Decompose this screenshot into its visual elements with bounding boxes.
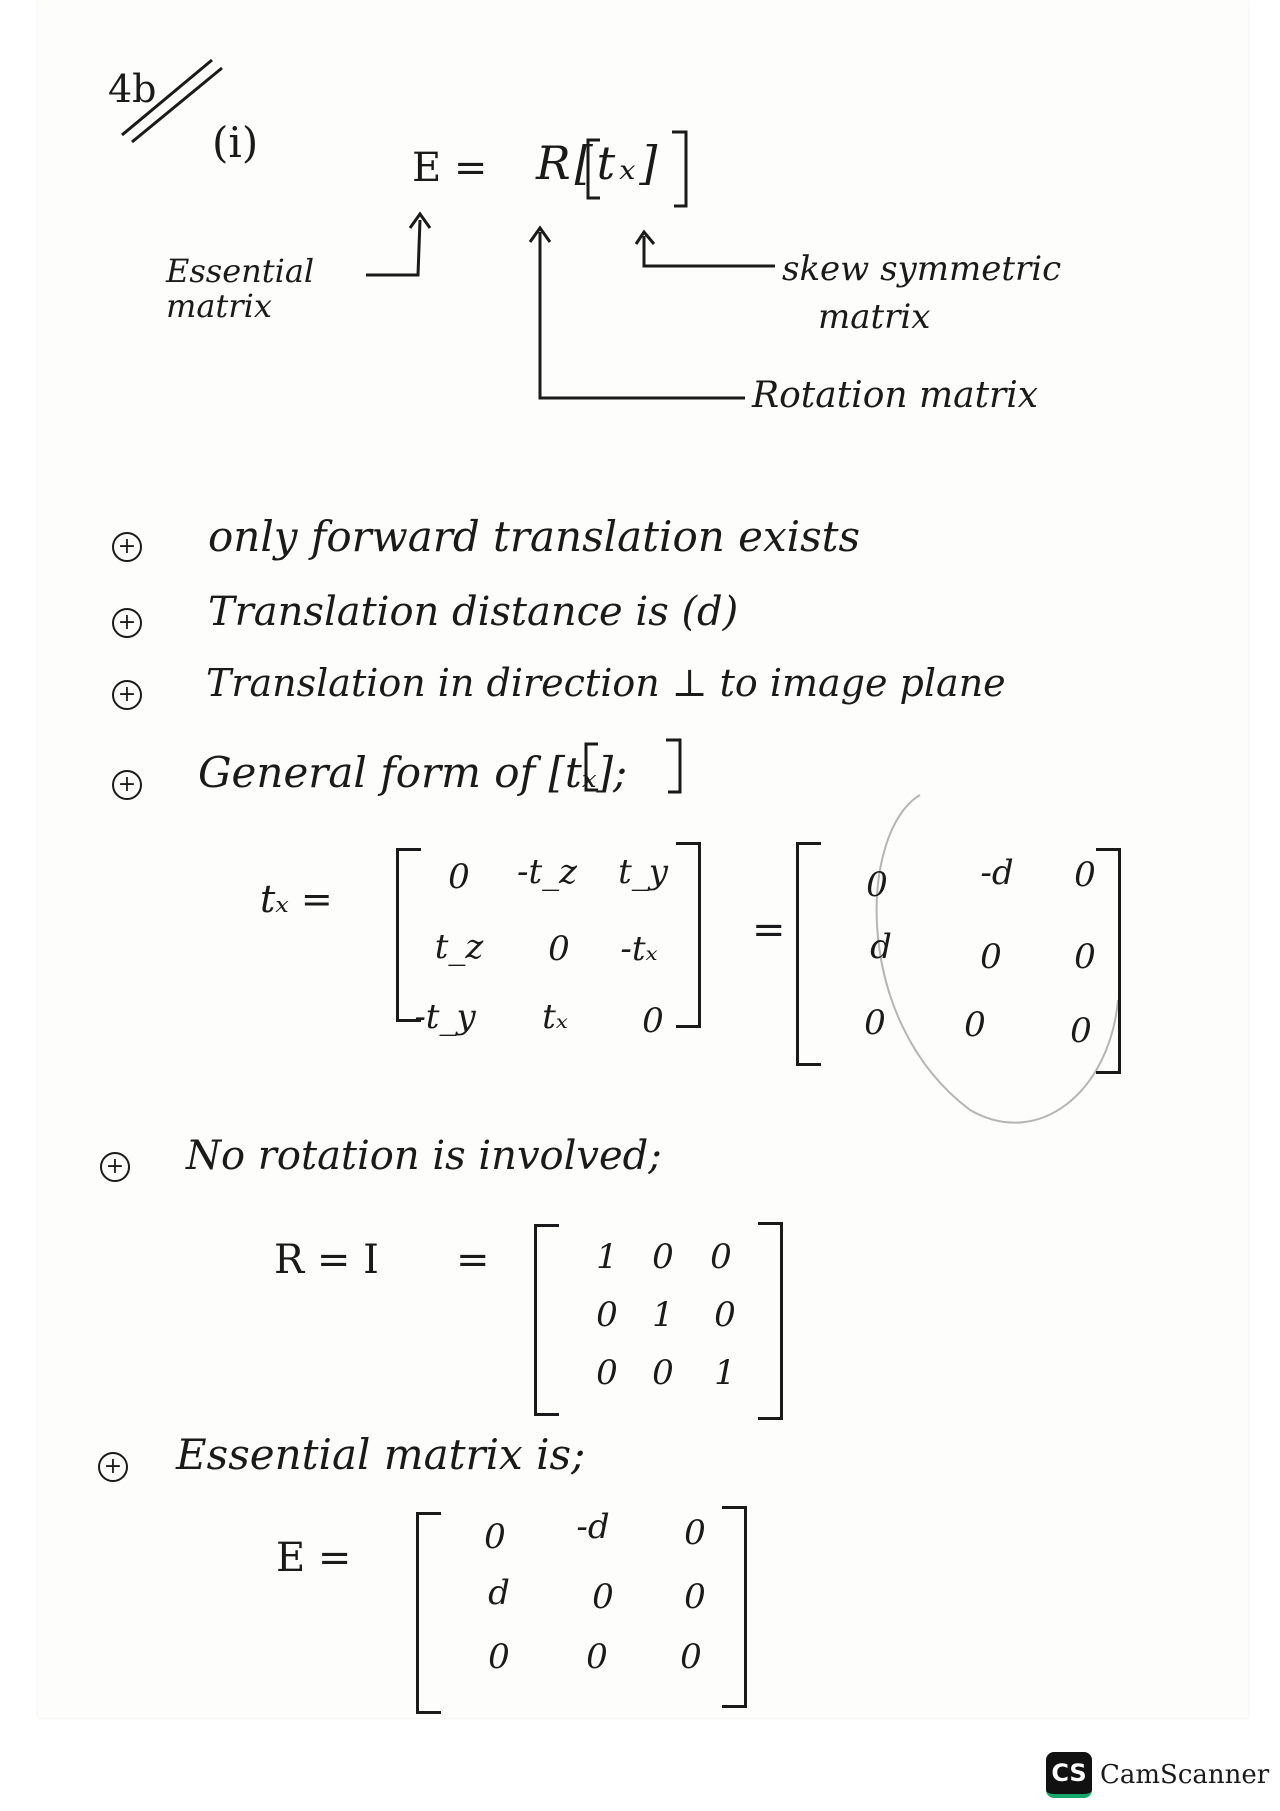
tx-general-cell: -t_y <box>414 997 476 1037</box>
essential-cell: 0 <box>488 1637 510 1677</box>
tx-general-cell: -t_z <box>516 852 578 892</box>
tx-specific-cell: d <box>870 927 892 967</box>
rotation-equals-sign: = <box>456 1237 490 1283</box>
tx-specific-cell: 0 <box>980 937 1002 977</box>
essential-cell: 0 <box>586 1637 608 1677</box>
tx-specific-cell: 0 <box>1074 937 1096 977</box>
identity-left-bracket <box>534 1224 559 1416</box>
identity-cell: 1 <box>714 1353 736 1393</box>
tx-general-cell: 0 <box>642 1001 664 1041</box>
essential-matrix-annotation: Essential matrix <box>166 252 315 326</box>
bullet-icon: + <box>112 608 142 638</box>
bullet-icon: + <box>112 680 142 710</box>
camscanner-logo-icon: CS <box>1046 1752 1092 1798</box>
bullet-general-form: General form of [tₓ]; <box>198 748 628 797</box>
essential-cell: -d <box>576 1507 610 1547</box>
skew-matrix-annotation: matrix <box>818 297 931 337</box>
no-rotation-text: No rotation is involved; <box>186 1133 662 1179</box>
essential-cell: 0 <box>592 1577 614 1617</box>
tx-general-cell: t_z <box>434 927 484 967</box>
essential-cell: 0 <box>484 1517 506 1557</box>
essential-cell: 0 <box>684 1577 706 1617</box>
essential-cell: d <box>488 1573 510 1613</box>
identity-cell: 1 <box>596 1237 618 1277</box>
camscanner-watermark <box>1046 1752 1269 1798</box>
essential-cell: 0 <box>680 1637 702 1677</box>
rotation-matrix-annotation: Rotation matrix <box>752 375 1039 416</box>
tx-specific-cell: 0 <box>864 1003 886 1043</box>
bullet-translation-direction: Translation in direction ⊥ to image plane <box>206 661 1006 705</box>
tx-general-left-bracket <box>396 848 421 1022</box>
essential-left-bracket <box>416 1512 441 1714</box>
tx-general-cell: tₓ <box>542 997 568 1037</box>
rotation-label: R = I <box>274 1237 379 1283</box>
tx-specific-cell: 0 <box>964 1005 986 1045</box>
bullet-icon: + <box>112 532 142 562</box>
tx-general-cell: t_y <box>618 852 668 892</box>
tx-specific-left-bracket <box>796 842 821 1066</box>
essential-label: E = <box>276 1535 352 1581</box>
identity-cell: 0 <box>652 1237 674 1277</box>
tx-general-right-bracket <box>676 842 701 1028</box>
identity-cell: 0 <box>714 1295 736 1335</box>
essential-cell: 0 <box>684 1513 706 1553</box>
identity-right-bracket <box>758 1222 783 1420</box>
tx-general-cell: -tₓ <box>620 929 658 969</box>
identity-cell: 0 <box>596 1295 618 1335</box>
identity-cell: 0 <box>710 1237 732 1277</box>
bullet-icon: + <box>112 770 142 800</box>
bullet-forward-translation: only forward translation exists <box>208 512 861 561</box>
identity-cell: 0 <box>652 1353 674 1393</box>
skew-symmetric-annotation: skew symmetric <box>782 249 1062 289</box>
question-number: 4b <box>108 67 157 111</box>
question-part: (i) <box>212 118 259 167</box>
identity-cell: 0 <box>596 1353 618 1393</box>
tx-equals-sign: = <box>752 907 786 953</box>
tx-specific-cell: -d <box>980 853 1014 893</box>
tx-specific-cell: 0 <box>1074 855 1096 895</box>
tx-specific-cell: 0 <box>1070 1011 1092 1051</box>
tx-general-cell: 0 <box>548 929 570 969</box>
identity-cell: 1 <box>652 1295 674 1335</box>
tx-specific-cell: 0 <box>866 865 888 905</box>
essential-result-text: Essential matrix is; <box>176 1430 586 1479</box>
tx-general-cell: 0 <box>448 857 470 897</box>
tx-label: tₓ = <box>260 877 333 921</box>
camscanner-brand: CamScanner <box>1100 1760 1270 1790</box>
bullet-translation-distance: Translation distance is (d) <box>208 589 739 635</box>
equation-rhs: R[tₓ] <box>536 136 662 190</box>
bullet-icon: + <box>100 1152 130 1182</box>
bullet-icon: + <box>98 1452 128 1482</box>
equation-lhs: E = <box>412 145 488 191</box>
